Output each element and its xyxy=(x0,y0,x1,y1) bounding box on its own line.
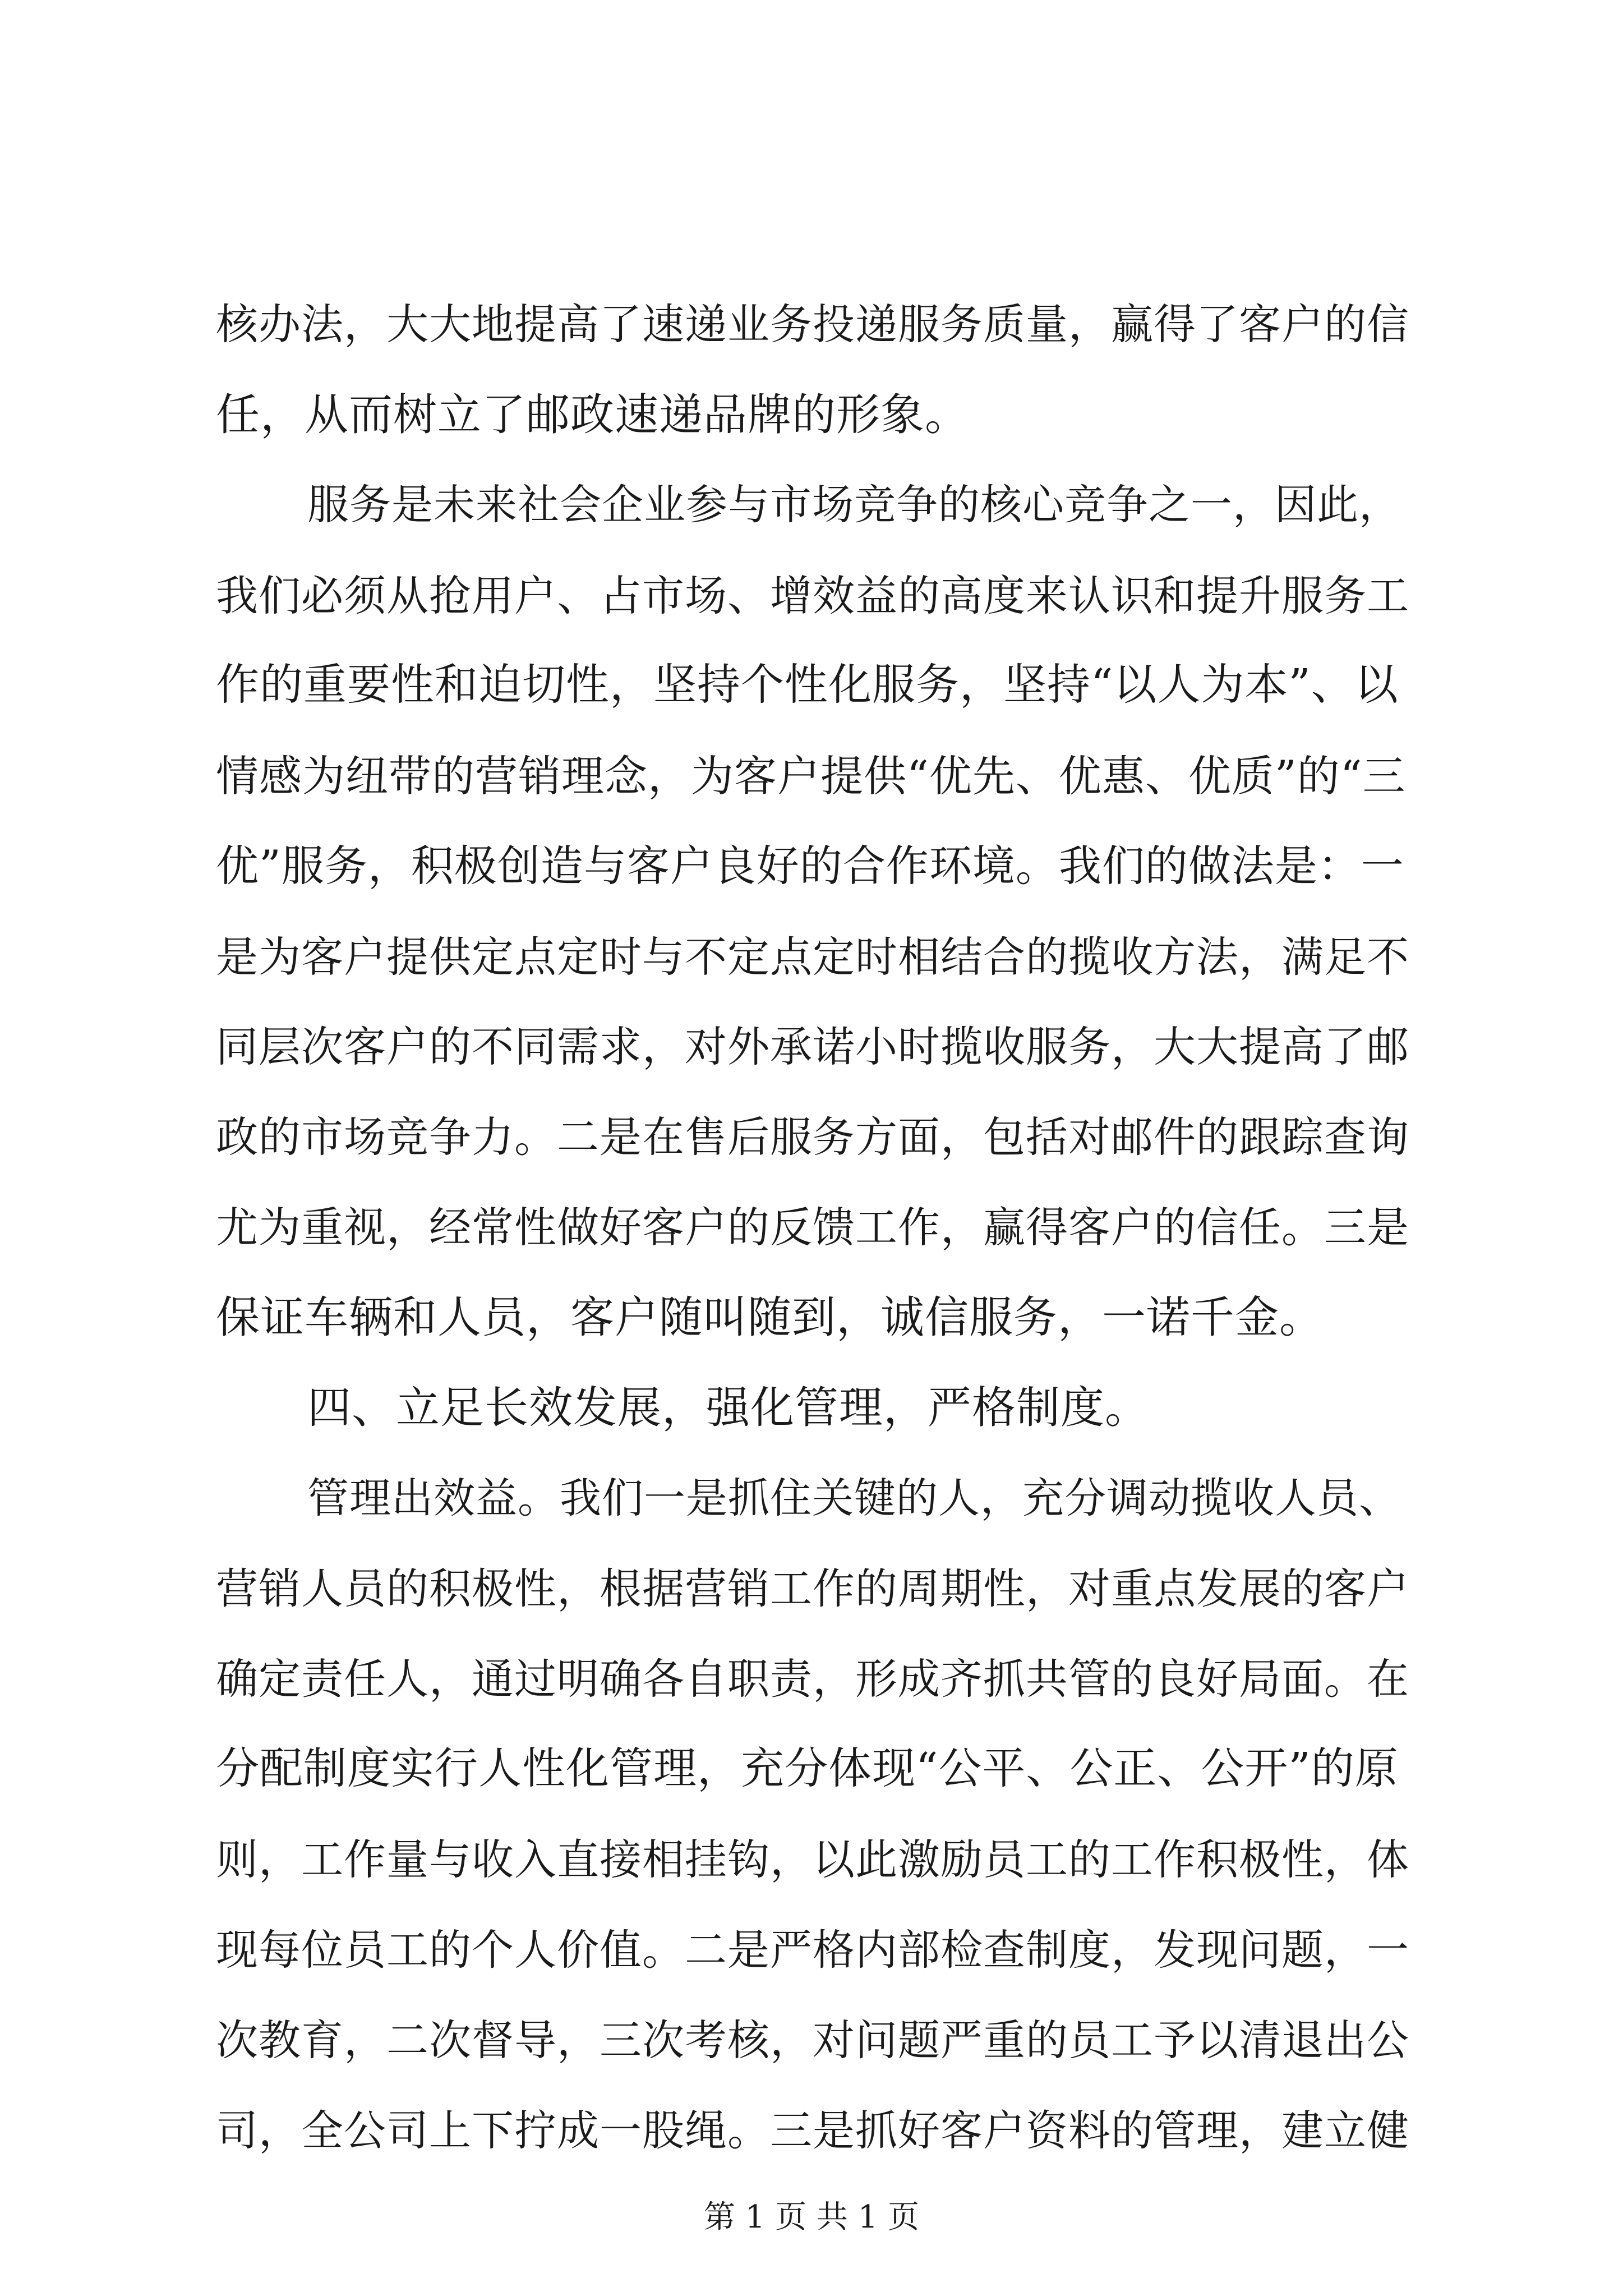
text-line: 现每位员工的个人价值。二是严格内部检查制度，发现问题，一 xyxy=(216,1925,1410,1975)
text-line: 次教育，二次督导，三次考核，对问题严重的员工予以清退出公 xyxy=(216,2016,1410,2065)
text-line: 分配制度实行人性化管理，充分体现“公平、公正、公开”的原 xyxy=(216,1744,1399,1794)
text-line: 政的市场竞争力。二是在售后服务方面，包括对邮件的跟踪查询 xyxy=(216,1112,1410,1162)
text-line: 司，全公司上下拧成一股绳。三是抓好客户资料的管理，建立健 xyxy=(216,2106,1410,2155)
text-line: 尤为重视，经常性做好客户的反馈工作，赢得客户的信任。三是 xyxy=(216,1203,1410,1252)
paragraph-start-line: 服务是未来社会企业参与市场竞争的核心竞争之一，因此， xyxy=(307,481,1401,529)
text-line: 确定责任人，通过明确各自职责，形成齐抓共管的良好局面。在 xyxy=(216,1654,1410,1704)
text-line: 是为客户提供定点定时与不定点定时相结合的揽收方法，满足不 xyxy=(216,932,1410,982)
section-heading: 四、立足长效发展，强化管理，严格制度。 xyxy=(307,1383,1150,1433)
text-line: 营销人员的积极性，根据营销工作的周期性，对重点发展的客户 xyxy=(216,1564,1410,1613)
paragraph-start-line: 管理出效益。我们一是抓住关键的人，充分调动揽收人员、 xyxy=(307,1474,1401,1522)
text-line: 则，工作量与收入直接相挂钩，以此激励员工的工作积极性，体 xyxy=(216,1835,1410,1884)
text-line: 保证车辆和人员，客户随叫随到，诚信服务，一诺千金。 xyxy=(216,1292,1324,1343)
text-line: 同层次客户的不同需求，对外承诺小时揽收服务，大大提高了邮 xyxy=(216,1022,1410,1071)
text-line: 任，从而树立了邮政速递品牌的形象。 xyxy=(216,390,970,440)
text-line: 我们必须从抢用户、占市场、增效益的高度来认识和提升服务工 xyxy=(216,571,1410,620)
page-footer: 第 1 页 共 1 页 xyxy=(703,2199,920,2235)
text-line: 核办法，大大地提高了速递业务投递服务质量，赢得了客户的信 xyxy=(216,300,1410,349)
text-line: 情感为纽带的营销理念，为客户提供“优先、优惠、优质”的“三 xyxy=(216,751,1406,801)
text-line: 作的重要性和迫切性，坚持个性化服务，坚持“以人为本”、以 xyxy=(216,660,1399,710)
text-line: 优”服务，积极创造与客户良好的合作环境。我们的做法是：一 xyxy=(216,841,1404,891)
